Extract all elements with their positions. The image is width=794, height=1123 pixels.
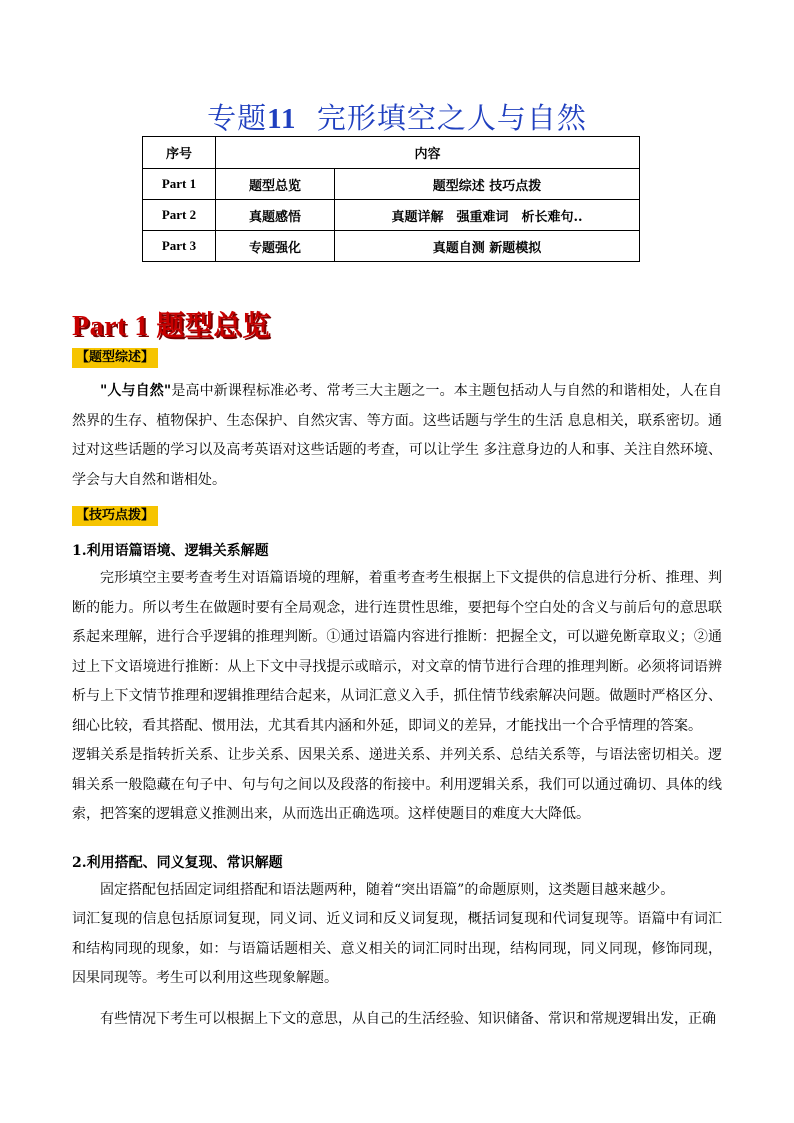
- skill2-paragraph-1: 固定搭配包括固定词组搭配和语法题两种，随着“突出语篇”的命题原则，这类题目越来越少。: [100, 882, 675, 898]
- skill1-title: 1.利用语篇语境、逻辑关系解题: [72, 543, 269, 559]
- skill1-paragraph-2: 逻辑关系是指转折关系、让步关系、因果关系、递进关系、并列关系、总结关系等，与语法密切相关。逻辑关系一般隐藏在句子中、句与句之间以及段落的衔接中。利用逻辑关系，我们可以通过确切、具体的线索，把答案的逻辑意义推测出来，从而选出正确选项。这样使题目的难度大大降低。: [72, 747, 722, 822]
- row-desc: 题型综述 技巧点拨: [335, 169, 640, 200]
- skill2-paragraph-2: 词汇复现的信息包括原词复现，同义词、近义词和反义词复现，概括词复现和代词复现等。语篇中有词汇和结构同现的现象，如：与语篇话题相关、意义相关的词汇同时出现，结构同现，同义同现，修饰同现，因果同现等。考生可以利用这些现象解题。: [72, 911, 722, 986]
- title-number: 11: [267, 103, 297, 135]
- row-part: Part 1: [143, 169, 216, 200]
- table-row: [143, 169, 640, 200]
- row-part: Part 2: [143, 200, 216, 231]
- table-header-row: [143, 137, 640, 169]
- table-row: [143, 200, 640, 231]
- skill2-paragraph-3: 有些情况下考生可以根据上下文的意思，从自己的生活经验、知识储备、常识和常规逻辑出发，正确: [100, 1011, 716, 1027]
- skill2-title: 2.利用搭配、同义复现、常识解题: [72, 855, 283, 871]
- row-name: 真题感悟: [216, 200, 335, 231]
- title-prefix: 专题: [207, 101, 268, 135]
- row-desc: 真题自测 新题模拟: [335, 231, 640, 262]
- row-name: 专题强化: [216, 231, 335, 262]
- tag-skills: 【技巧点拨】: [72, 506, 158, 526]
- row-part: Part 3: [143, 231, 216, 262]
- page-title: [0, 96, 794, 137]
- overview-paragraph: [72, 377, 722, 495]
- row-desc: 真题详解 强重难词 析长难句..: [335, 200, 640, 231]
- row-name: 题型总览: [216, 169, 335, 200]
- tag-overview: 【题型综述】: [72, 348, 158, 368]
- overview-text: 是高中新课程标准必考、常考三大主题之一。本主题包括动人与自然的和谐相处，人在自然界的生存、植物保护、生态保护、自然灾害、等方面。这些话题与学生的生活 息息相关，联系密切。通过对这些话题的学习以及高考英语对这些话题的考查，可以让学生 多注意身边的人和事、关注自然环境、学会与大自然和谐相处。: [72, 383, 722, 488]
- header-content: 内容: [216, 137, 640, 169]
- title-text: 完形填空之人与自然: [316, 101, 587, 135]
- contents-table: [142, 136, 640, 262]
- table-row: [143, 231, 640, 262]
- header-index: 序号: [143, 137, 216, 169]
- part1-heading: Part 1 题型总览: [72, 311, 271, 342]
- overview-bold: "人与自然": [100, 383, 172, 399]
- skill1-paragraph-1: 完形填空主要考查考生对语篇语境的理解，着重考查考生根据上下文提供的信息进行分析、推理、判断的能力。所以考生在做题时要有全局观念，进行连贯性思维，要把每个空白处的含义与前后句的意思联系起来理解，进行合乎逻辑的推理判断。①通过语篇内容进行推断：把握全文，可以避免断章取义；②通过上下文语境进行推断：从上下文中寻找提示或暗示，对文章的情节进行合理的推理判断。必须将词语辨析与上下文情节推理和逻辑推理结合起来，从词汇意义入手，抓住情节线索解决问题。做题时严格区分、细心比较，看其搭配、惯用法，尤其看其内涵和外延，即词义的差异，才能找出一个合乎情理的答案。: [72, 570, 722, 734]
